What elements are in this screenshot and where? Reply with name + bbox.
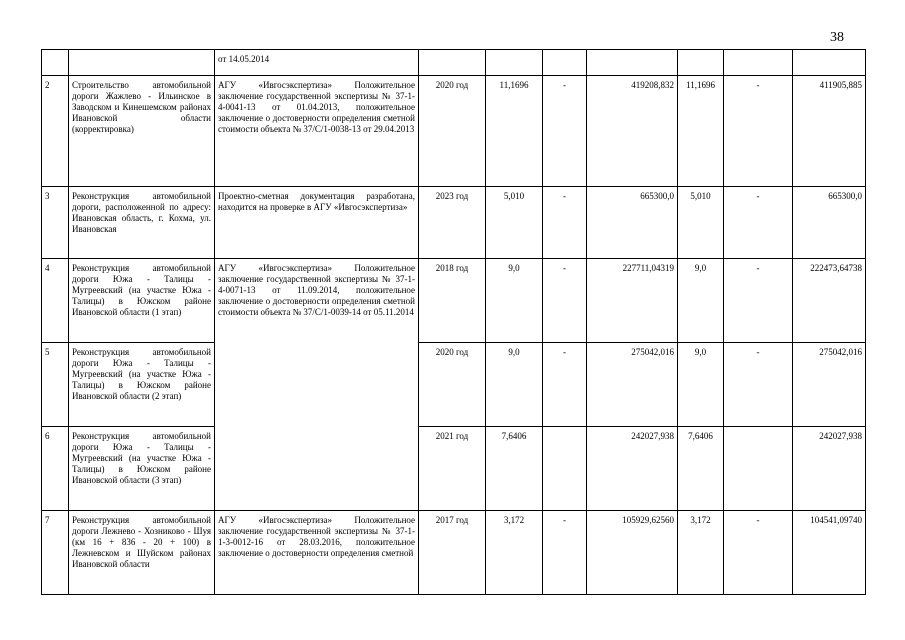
cell-year: 2018 год [419,259,486,343]
projects-table [41,49,866,595]
cell-num: 3 [42,187,69,259]
cell-year: 2021 год [419,427,486,511]
cell-num: 7 [42,511,69,595]
cell-length: 9,0 [486,259,543,343]
cell-dash2 [724,50,793,76]
cell-num: 5 [42,343,69,427]
cell-cost: 242027,938 [587,427,678,511]
cell-cost2: 104541,09740 [793,511,866,595]
cell-length2: 5,010 [678,187,724,259]
page-number: 38 [830,30,844,45]
table-row-continued [42,50,866,76]
cell-cost: 227711,04319 [587,259,678,343]
table-row [42,343,866,427]
cell-dash2: - [724,511,793,595]
cell-dash: - [543,187,587,259]
cell-cost: 419208,832 [587,76,678,187]
cell-name: Реконструкция автомобильной дороги Южа - Талицы - Мугреевский (на участке Южа - Талицы) в Южском районе Ивановской области (1 этап) [69,259,215,343]
cell-length2: 11,1696 [678,76,724,187]
cell-dash [543,427,587,511]
cell-name: Реконструкция автомобильной дороги Южа - Талицы - Мугреевский (на участке Южа - Талицы) в Южском районе Ивановской области (3 этап) [69,427,215,511]
cell-num: 4 [42,259,69,343]
cell-cost2 [793,50,866,76]
cell-length [486,50,543,76]
cell-name: Реконструкция автомобильной дороги Лежнево - Хозниково - Шуя (км 16 + 836 - 20 + 100) в Лежневском и Шуйском районах Ивановской области [69,511,215,595]
cell-dash2: - [724,76,793,187]
cell-cost2: 222473,64738 [793,259,866,343]
cell-cost2: 242027,938 [793,427,866,511]
cell-year: 2017 год [419,511,486,595]
cell-name: Реконструкция автомобильной дороги Южа - Талицы - Мугреевский (на участке Южа - Талицы) в Южском районе Ивановской области (2 этап) [69,343,215,427]
cell-year [419,50,486,76]
cell-expertise: АГУ «Ивгосэкспертиза» Положительное заключение государственной экспертизы № 37-1-1-3-0012-16 от 28.03.2016, положительное заключение о достоверности определения сметной [215,511,419,595]
cell-length2: 7,6406 [678,427,724,511]
cell-dash2: - [724,187,793,259]
cell-cost2: 665300,0 [793,187,866,259]
cell-num [42,50,69,76]
cell-dash: - [543,76,587,187]
cell-year: 2020 год [419,76,486,187]
cell-name: Реконструкция автомобильной дороги, расположенной по адресу: Ивановская область, г. Кохма, ул. Ивановская [69,187,215,259]
cell-name [69,50,215,76]
cell-year: 2020 год [419,343,486,427]
cell-num: 2 [42,76,69,187]
cell-dash: - [543,259,587,343]
cell-dash: - [543,343,587,427]
cell-dash [543,50,587,76]
table-row [42,259,866,343]
cell-expertise-merged: АГУ «Ивгосэкспертиза» Положительное заключение государственной экспертизы № 37-1-4-0071-13 от 11.09.2014, положительное заключение о достоверности определения сметной стоимости объекта № 37/С/1-0039-14 от 05.11.2014 [215,259,419,511]
cell-cost [587,50,678,76]
cell-length: 5,010 [486,187,543,259]
cell-length: 3,172 [486,511,543,595]
cell-length: 9,0 [486,343,543,427]
cell-length: 7,6406 [486,427,543,511]
cell-dash2: - [724,259,793,343]
cell-dash2: - [724,343,793,427]
cell-cost: 275042,016 [587,343,678,427]
cell-name: Строительство автомобильной дороги Жажлево - Ильинское в Заводском и Кинешемском районах Ивановской области (корректировка) [69,76,215,187]
cell-length2: 3,172 [678,511,724,595]
cell-expertise: от 14.05.2014 [215,50,419,76]
table-row [42,427,866,511]
cell-cost: 665300,0 [587,187,678,259]
table-row [42,511,866,595]
cell-cost: 105929,62560 [587,511,678,595]
cell-dash2 [724,427,793,511]
cell-length2: 9,0 [678,259,724,343]
cell-year: 2023 год [419,187,486,259]
cell-dash: - [543,511,587,595]
cell-length2: 9,0 [678,343,724,427]
cell-expertise: АГУ «Ивгосэкспертиза» Положительное заключение государственной экспертизы № 37-1-4-0041-13 от 01.04.2013, положительное заключение о достоверности определения сметной стоимости объекта № 37/С/1-0038-13 от 29.04.2013 [215,76,419,187]
cell-cost2: 275042,016 [793,343,866,427]
cell-length: 11,1696 [486,76,543,187]
cell-cost2: 411905,885 [793,76,866,187]
cell-length2 [678,50,724,76]
cell-expertise: Проектно-сметная документация разработана, находится на проверке в АГУ «Ивгосэкспертиза» [215,187,419,259]
table-row [42,187,866,259]
cell-num: 6 [42,427,69,511]
table-row [42,76,866,187]
